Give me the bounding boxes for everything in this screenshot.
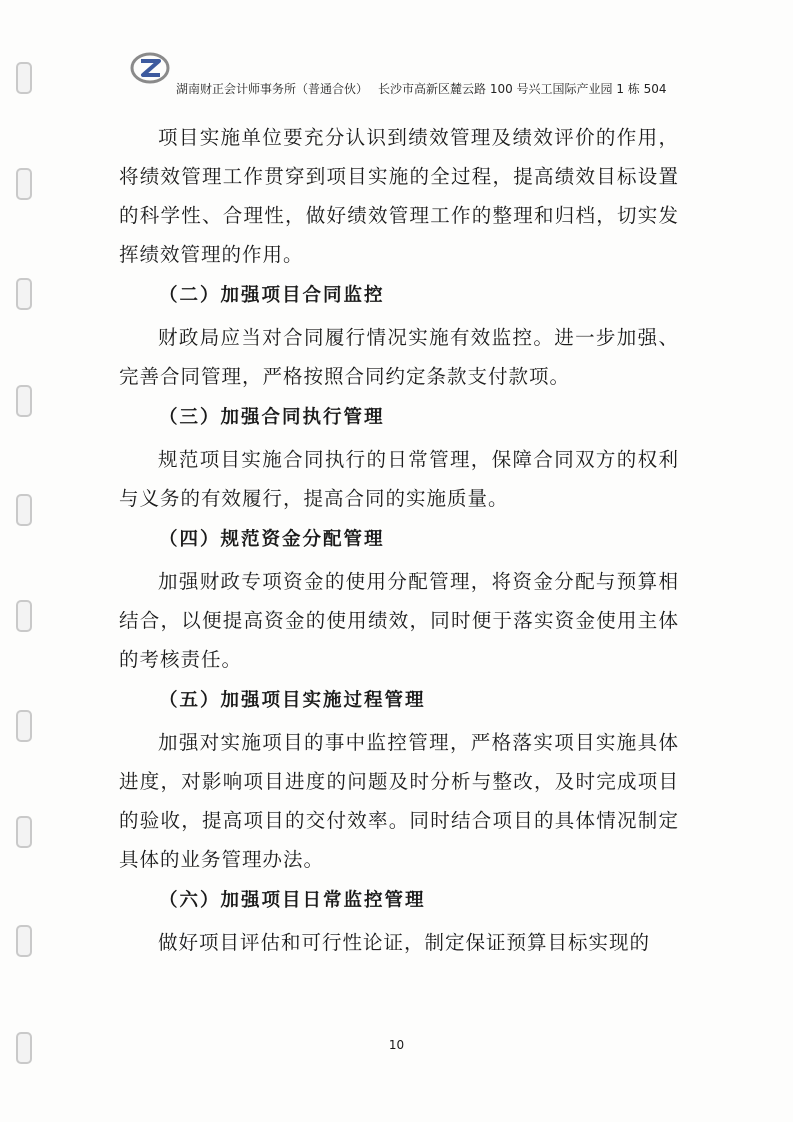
binding-hole: [16, 168, 32, 200]
paragraph: 规范项目实施合同执行的日常管理，保障合同双方的权利与义务的有效履行，提高合同的实施质量。: [119, 448, 679, 510]
letterhead: [128, 52, 688, 96]
firm-logo-icon: [130, 52, 170, 84]
binding-hole: [16, 925, 32, 957]
binding-hole: [16, 816, 32, 848]
document-body: [119, 118, 679, 962]
binding-hole: [16, 385, 32, 417]
paragraph: 做好项目评估和可行性论证，制定保证预算目标实现的: [158, 931, 651, 954]
firm-address: 长沙市高新区麓云路 100 号兴工国际产业园 1 栋 504: [378, 82, 667, 96]
paragraph: 加强对实施项目的事中监控管理，严格落实项目实施具体进度，对影响项目进度的问题及时分析与整改，及时完成项目的验收，提高项目的交付效率。同时结合项目的具体情况制定具体的业务管理办法。: [119, 731, 679, 871]
binding-hole: [16, 494, 32, 526]
section-heading: （三）加强合同执行管理: [159, 407, 385, 428]
section-heading: （五）加强项目实施过程管理: [159, 690, 426, 711]
section-heading: （六）加强项目日常监控管理: [159, 890, 426, 911]
section-heading: （四）规范资金分配管理: [159, 529, 385, 550]
binding-hole: [16, 710, 32, 742]
firm-name: 湖南财正会计师事务所（普通合伙）: [176, 82, 369, 96]
page-number: 10: [388, 1038, 405, 1052]
paragraph: 加强财政专项资金的使用分配管理，将资金分配与预算相结合，以便提高资金的使用绩效，同时便于落实资金使用主体的考核责任。: [119, 570, 679, 671]
paragraph: 财政局应当对合同履行情况实施有效监控。进一步加强、完善合同管理，严格按照合同约定条款支付款项。: [119, 326, 679, 388]
binding-hole: [16, 278, 32, 310]
binding-hole: [16, 62, 32, 94]
paragraph: 项目实施单位要充分认识到绩效管理及绩效评价的作用，将绩效管理工作贯穿到项目实施的全过程，提高绩效目标设置的科学性、合理性，做好绩效管理工作的整理和归档，切实发挥绩效管理的作用。: [119, 126, 679, 266]
binding-hole: [16, 600, 32, 632]
section-heading: （二）加强项目合同监控: [159, 285, 385, 306]
